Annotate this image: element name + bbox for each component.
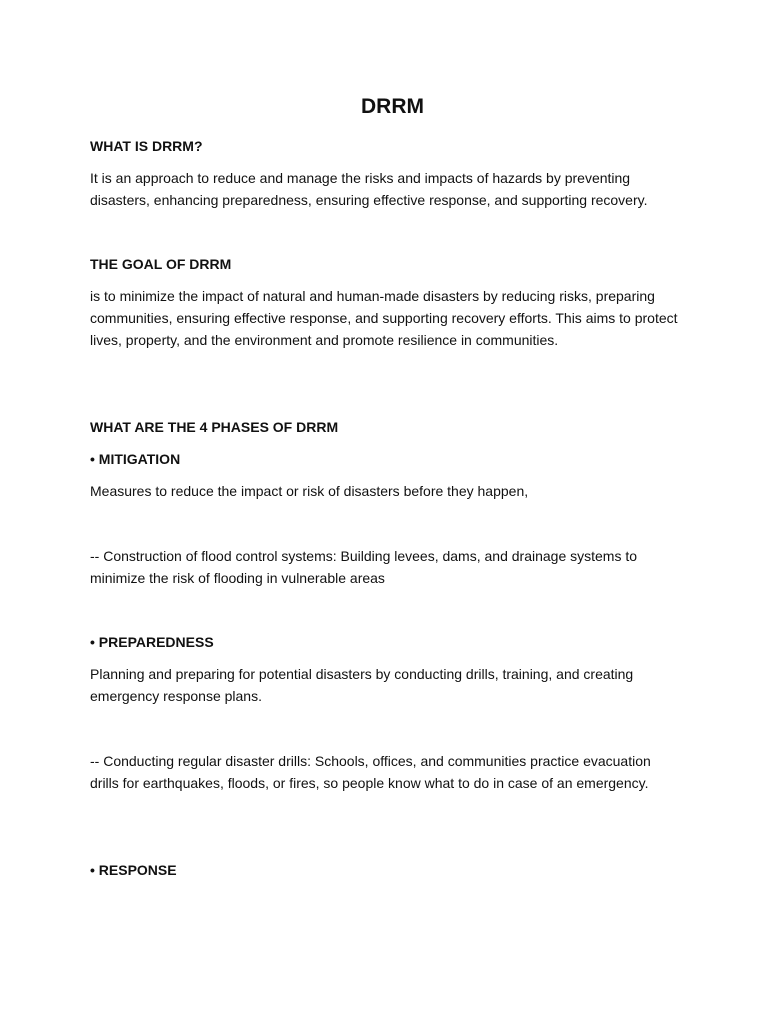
heading-mitigation: • MITIGATION [90, 451, 181, 467]
paragraph-mitigation-example: -- Construction of flood control systems: Building levees, dams, and drainage systems to minimize the risk of flooding in vulnerable areas [90, 548, 638, 586]
heading-phases-of-drrm: WHAT ARE THE 4 PHASES OF DRRM [90, 419, 339, 435]
paragraph-preparedness-example: -- Conducting regular disaster drills: Schools, offices, and communities practice evacuation drills for earthquakes, floods, or fires, so people know what to do in case of an emergency. [90, 753, 651, 791]
heading-what-is-drrm: WHAT IS DRRM? [90, 138, 203, 154]
paragraph-what-is-drrm: It is an approach to reduce and manage the risks and impacts of hazards by preventing disasters, enhancing preparedness, ensuring effective response, and supporting recovery. [90, 170, 648, 208]
heading-response: • RESPONSE [90, 862, 177, 878]
heading-preparedness: • PREPAREDNESS [90, 634, 214, 650]
heading-goal-of-drrm: THE GOAL OF DRRM [90, 256, 232, 272]
document-title: DRRM [361, 95, 424, 118]
paragraph-mitigation: Measures to reduce the impact or risk of disasters before they happen, [90, 483, 529, 499]
paragraph-preparedness: Planning and preparing for potential disasters by conducting drills, training, and creating emergency response plans. [90, 666, 634, 704]
paragraph-goal-of-drrm: is to minimize the impact of natural and human-made disasters by reducing risks, preparing communities, ensuring effective response, and supporting recovery efforts. This aims to protect lives, property, and the environment and promote resilience in communities. [90, 288, 678, 348]
